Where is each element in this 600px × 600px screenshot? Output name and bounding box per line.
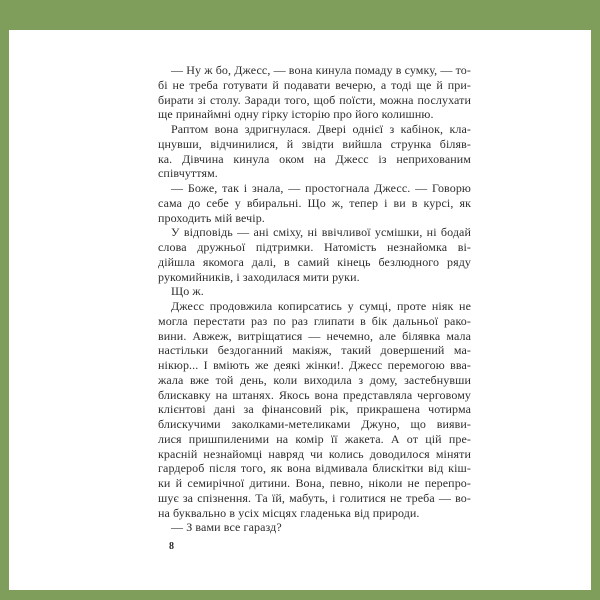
- text-line: дійшла якомога далі, в самий кінець безлюдного ряду: [158, 254, 471, 269]
- text-line: красній незнайомці навряд чи колись доводилося міняти: [158, 446, 471, 461]
- text-line: ки й семирічної дитини. Вона, певно, ніколи не перепро-: [158, 476, 471, 490]
- text-line: бі не треба готувати й подавати вечерю, а тоді ще й при-: [158, 77, 471, 92]
- text-line: — З вами все гаразд?: [171, 520, 282, 535]
- text-line: могла перестати раз по раз глипати в бік дальньої рако-: [158, 313, 471, 328]
- text-line: блискавку на штанях. Якось вона представляла черговому: [158, 387, 471, 402]
- frame-border-right: [591, 0, 600, 600]
- text-line: — Боже, так і знала, — простогнала Джесс. — Говорю: [171, 181, 471, 195]
- text-line: нікюр... І вміють же деякі жінки!. Джесс перемогою вва-: [158, 358, 471, 372]
- text-line: настільки бездоганний макіяж, такий довершений ма-: [158, 343, 471, 358]
- text-line: ка. Дівчина кинула оком на Джесс із неприхованим: [158, 151, 471, 166]
- frame-border-top: [0, 0, 600, 30]
- text-line: сама до себе у вбиральні. Що ж, тепер і ви в курсі, як: [158, 195, 471, 210]
- text-line: бирати зі столу. Заради того, щоб поїсти, можна послухати: [158, 92, 471, 107]
- text-line: Джесс продовжила копирсатись у сумці, проте ніяк не: [171, 299, 471, 313]
- text-line: клієнтові дані за фінансовий рік, прикрашена чотирма: [158, 402, 471, 417]
- page-text-block: [158, 63, 471, 535]
- text-line: слова дружньої підтримки. Натомість незнайомка ві-: [158, 240, 471, 254]
- text-line: цнувши, відчинилися, й звідти вийшла струнка біляв-: [158, 136, 471, 151]
- text-line: Що ж.: [171, 284, 204, 299]
- text-line: вини. Авжеж, витріщатися — нечемно, але білявка мала: [158, 328, 471, 343]
- page-number: 8: [169, 541, 174, 552]
- text-line: гардероб після того, як вона відмивала блискітки від кіш-: [158, 461, 471, 476]
- text-line: співчуттям.: [158, 166, 218, 181]
- text-line: — Ну ж бо, Джесс, — вона кинула помаду в сумку, — то-: [171, 63, 471, 77]
- text-line: проходить мій вечір.: [158, 210, 265, 225]
- text-line: жала вже той день, коли виходила з дому, застебнувши: [158, 372, 471, 387]
- text-line: рукомийників, і заходилася мити руки.: [158, 269, 360, 284]
- text-line: лися пришпиленими на комір її жакета. А от цій пре-: [158, 431, 471, 446]
- text-line: блискучими заколками-метеликами Джуно, що вияви-: [158, 417, 471, 431]
- text-line: шує за спізнення. Та їй, мабуть, і голитися не треба — во-: [158, 490, 471, 505]
- frame-border-bottom: [0, 590, 600, 600]
- book-page: [9, 30, 591, 590]
- text-line: на буквально в усіх місцях гладенька від природи.: [158, 505, 420, 520]
- frame-border-left: [0, 0, 9, 600]
- text-line: Раптом вона здригнулася. Двері однієї з кабінок, кла-: [171, 122, 471, 136]
- text-line: У відповідь — ані сміху, ні ввічливої усмішки, ні бодай: [171, 225, 471, 240]
- text-line: ще принаймні одну гірку історію про його колишню.: [158, 107, 434, 122]
